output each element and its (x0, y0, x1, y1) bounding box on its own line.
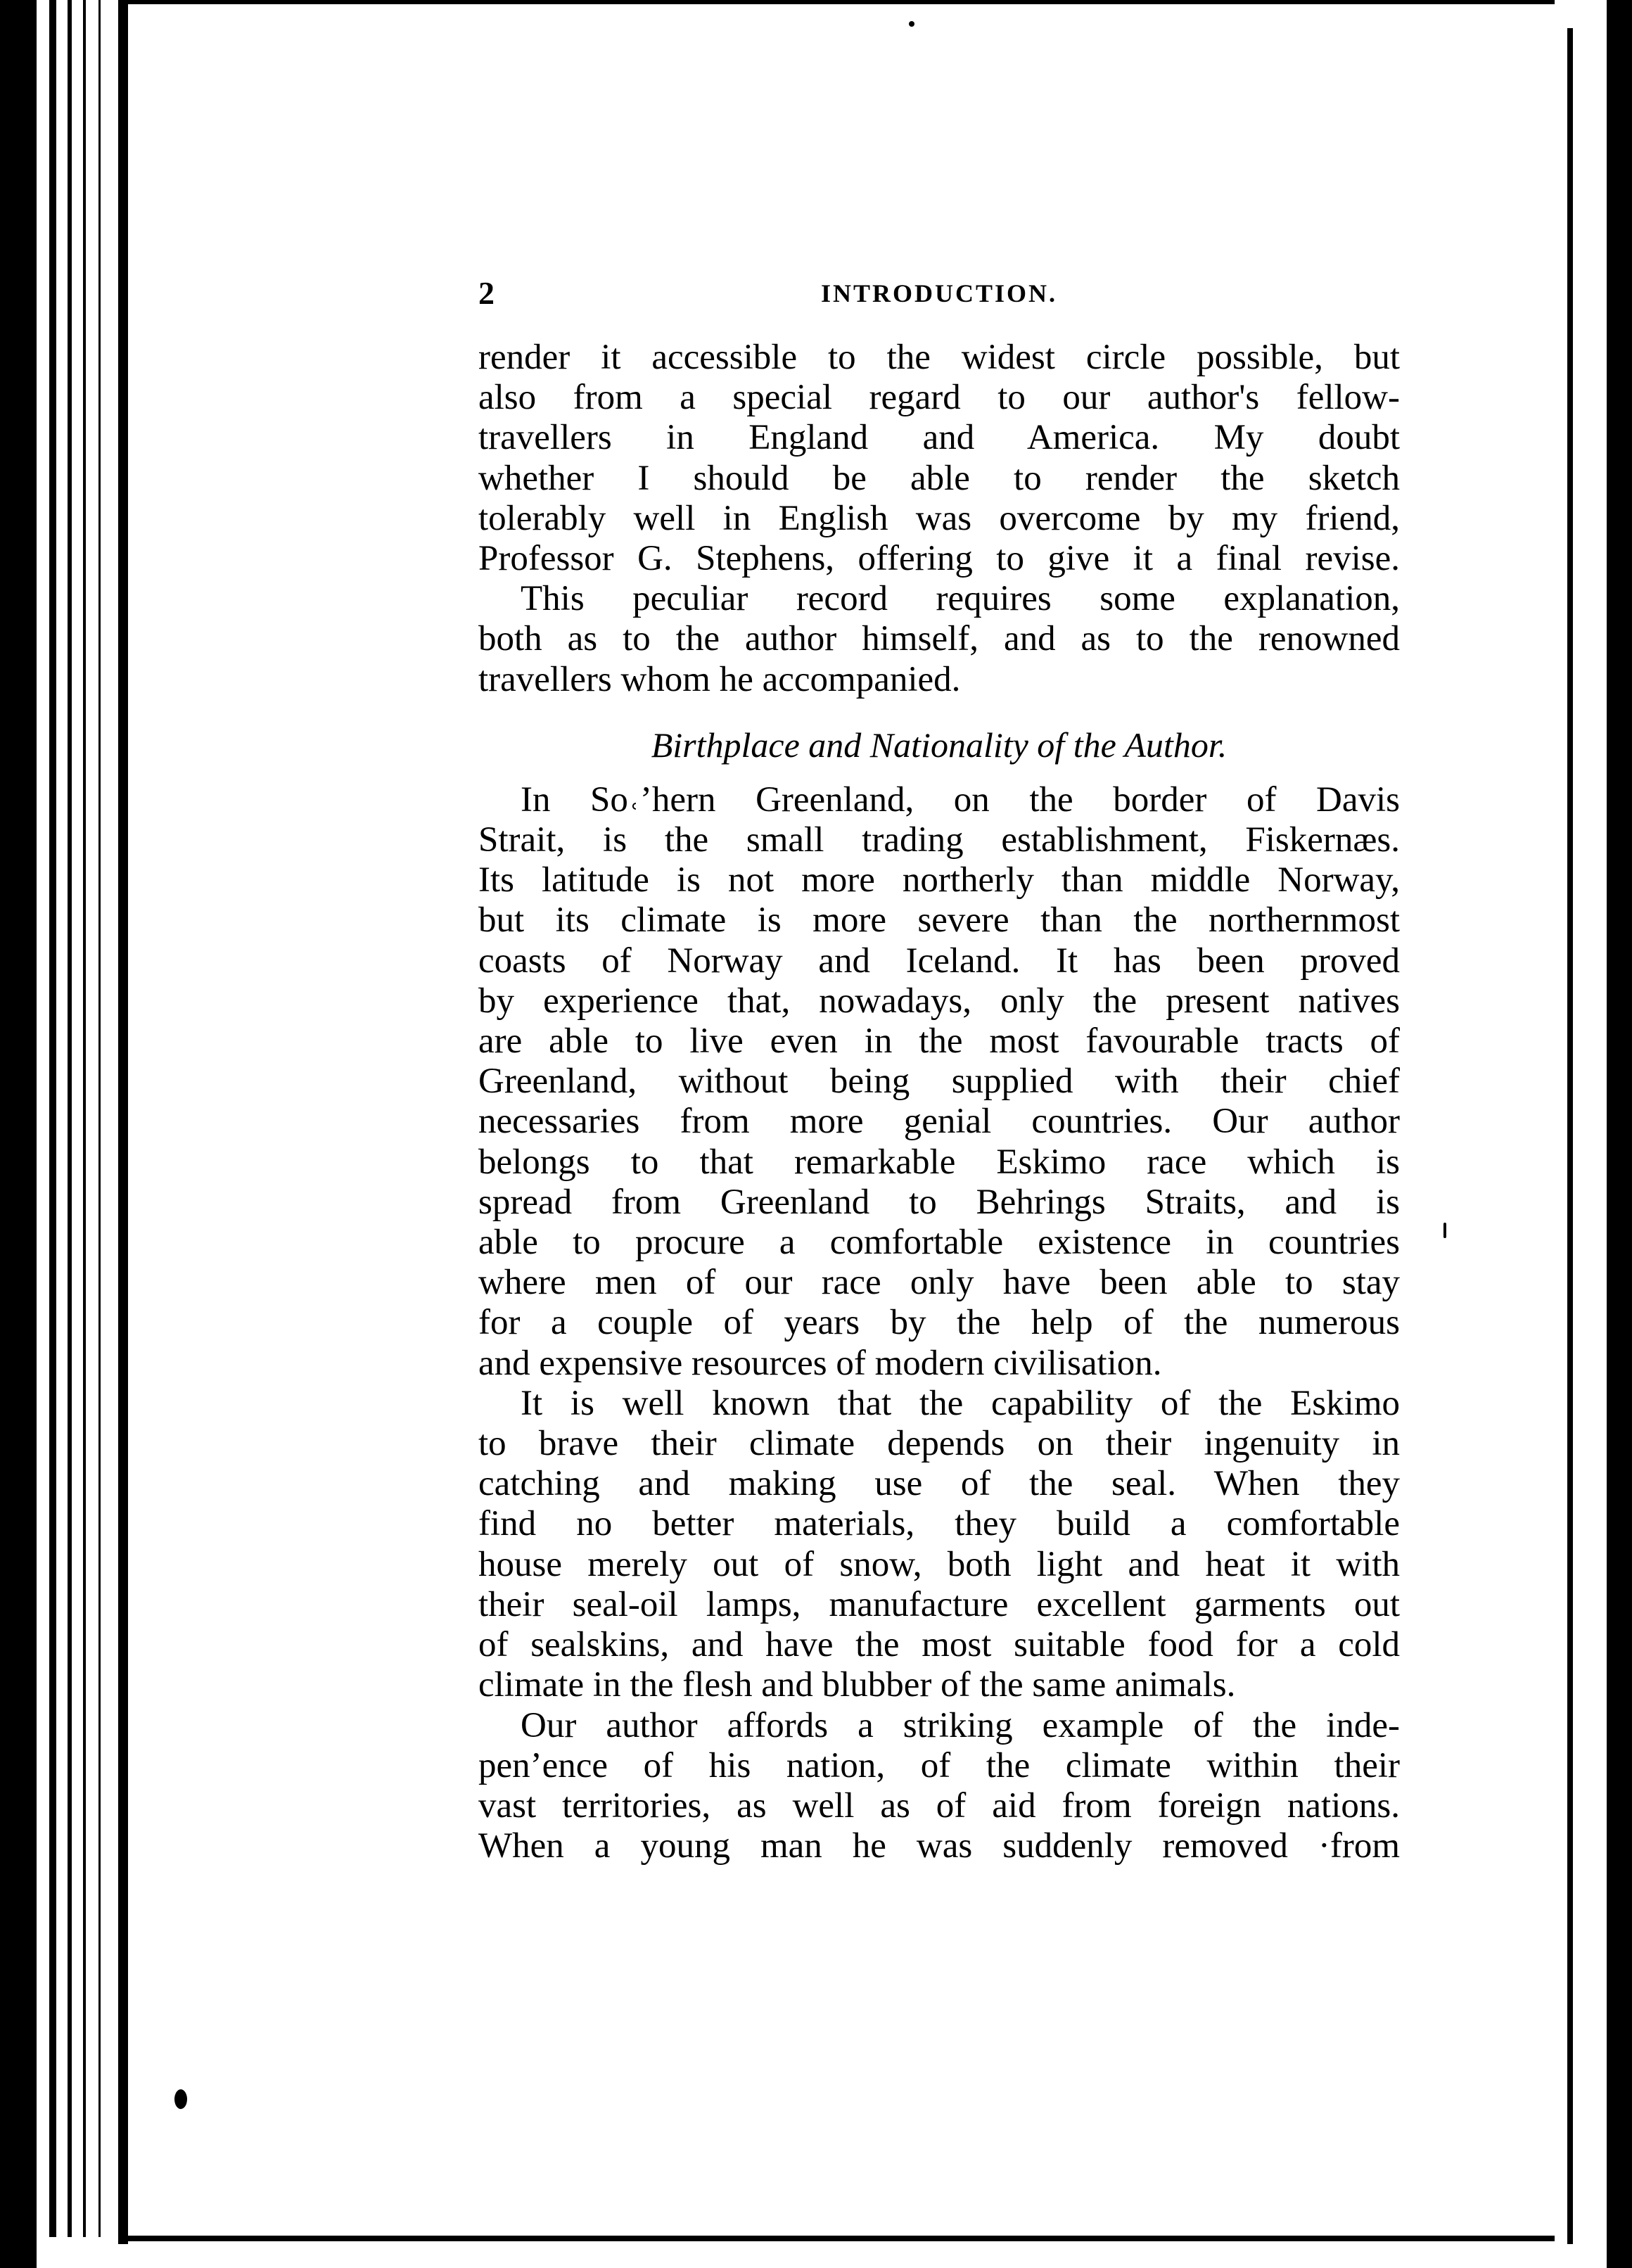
paragraph (478, 338, 1400, 579)
ink-speck (909, 21, 914, 27)
text-line: Professor G. Stephens, offering to give it a final revise. (478, 539, 1400, 579)
text-line: and expensive resources of modern civilisation. (478, 1343, 1162, 1383)
text-line: both as to the author himself, and as to the renowned (478, 619, 1400, 659)
paragraph (478, 1706, 1400, 1867)
text-line: but its climate is more severe than the northernmost (478, 900, 1400, 941)
text-line: to brave their climate depends on their ingenuity in (478, 1424, 1400, 1464)
text-line: necessaries from more genial countries. Our author (478, 1102, 1400, 1142)
text-line: also from a special regard to our author's fellow- (478, 378, 1400, 418)
ink-speck (174, 2089, 187, 2109)
text-line: are able to live even in the most favourable tracts of (478, 1021, 1400, 1062)
text-line: able to procure a comfortable existence in countries (478, 1223, 1400, 1263)
text-line: render it accessible to the widest circle possible, but (478, 338, 1400, 377)
text-line: travellers in England and America. My doubt (478, 418, 1400, 458)
text-line: Greenland, without being supplied with their chief (478, 1062, 1400, 1102)
scan-border-bottom (127, 2236, 1555, 2241)
scan-border-top (127, 0, 1555, 4)
text-line: of sealskins, and have the most suitable food for a cold (478, 1625, 1400, 1665)
text-line: travellers whom he accompanied. (478, 659, 961, 699)
scan-border-right (1607, 0, 1632, 2268)
text-line: whether I should be able to render the sketch (478, 458, 1400, 498)
text-line: It is well known that the capability of the Eskimo (521, 1383, 1400, 1423)
paragraph (478, 579, 1400, 700)
text-line: tolerably well in English was overcome by my friend, (478, 498, 1400, 538)
text-line: penʼence of his nation, of the climate within their (478, 1745, 1400, 1785)
running-head (478, 274, 1400, 338)
scan-border-left-stripe (68, 0, 72, 2237)
scan-border-left (0, 0, 37, 2268)
text-line: vast territories, as well as of aid from foreign nations. (478, 1785, 1400, 1826)
text-line: house merely out of snow, both light and heat it with (478, 1544, 1400, 1584)
text-line: catching and making use of the seal. When they (478, 1464, 1400, 1504)
text-line: by experience that, nowadays, only the present natives (478, 981, 1400, 1021)
text-line: spread from Greenland to Behrings Straits, and is (478, 1182, 1400, 1222)
text-line: In So˓ʼhern Greenland, on the border of Davis (521, 779, 1400, 820)
text-line: When a young man he was suddenly removed ·from (478, 1826, 1400, 1866)
ink-speck (1443, 1223, 1446, 1238)
text-line: belongs to that remarkable Eskimo race which is (478, 1142, 1400, 1182)
text-line: Strait, is the small trading establishment, Fiskernæs. (478, 820, 1400, 860)
text-line: for a couple of years by the help of the numerous (478, 1303, 1400, 1343)
text-line: where men of our race only have been able to stay (478, 1263, 1400, 1303)
scan-border-left-stripe (83, 0, 86, 2237)
text-line: This peculiar record requires some explanation, (521, 579, 1400, 619)
text-line: climate in the flesh and blubber of the same animals. (478, 1665, 1236, 1705)
scan-border-left-stripe (98, 0, 101, 2237)
scan-border-right-thin (1567, 28, 1573, 2244)
scan-border-left-stripe (118, 0, 128, 2244)
paragraph (478, 1384, 1400, 1706)
text-line: their seal-oil lamps, manufacture excellent garments out (478, 1584, 1400, 1624)
page-number: 2 (478, 275, 497, 311)
text-line: Its latitude is not more northerly than middle Norway, (478, 860, 1400, 900)
paragraph (478, 780, 1400, 1384)
text-line: find no better materials, they build a comfortable (478, 1504, 1400, 1544)
text-line: coasts of Norway and Iceland. It has been proved (478, 941, 1400, 981)
page-text-block (478, 274, 1400, 1866)
text-line: Our author affords a striking example of the inde- (521, 1705, 1400, 1745)
section-heading: Birthplace and Nationality of the Author. (651, 725, 1228, 765)
running-title: INTRODUCTION. (820, 279, 1058, 307)
scan-border-left-stripe (49, 0, 56, 2237)
